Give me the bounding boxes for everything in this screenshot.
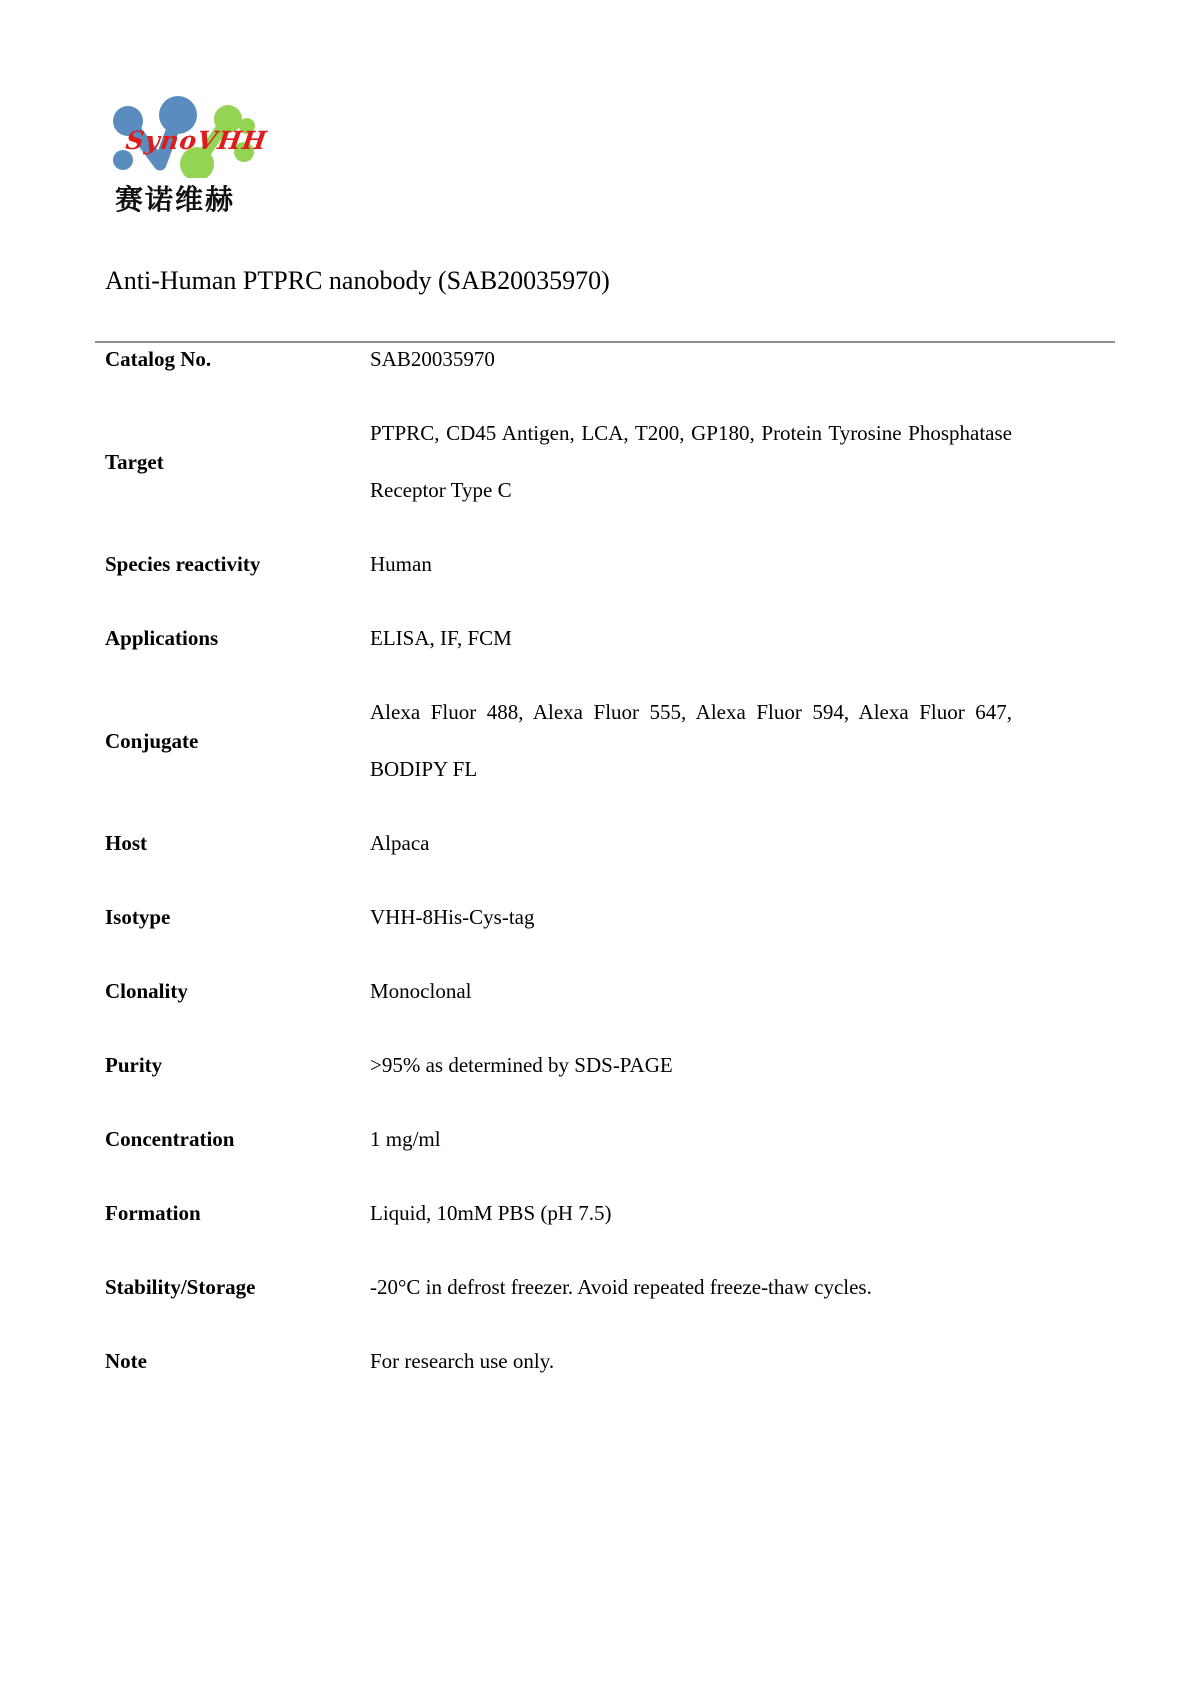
row-value: Liquid, 10mM PBS (pH 7.5) xyxy=(370,1201,612,1225)
row-label: Isotype xyxy=(105,905,171,929)
row-value: 1 mg/ml xyxy=(370,1127,441,1151)
table-row xyxy=(105,963,1012,1020)
page-title: Anti-Human PTPRC nanobody (SAB20035970) xyxy=(105,266,610,295)
table-row xyxy=(105,889,1012,946)
table-row xyxy=(105,815,1012,872)
row-label: Catalog No. xyxy=(105,347,212,371)
table-row xyxy=(105,684,1012,798)
row-label: Formation xyxy=(105,1201,201,1225)
row-value: Monoclonal xyxy=(370,979,472,1003)
row-value: SAB20035970 xyxy=(370,347,495,371)
row-label: Target xyxy=(105,449,164,474)
row-label: Note xyxy=(105,1349,147,1373)
row-value: Alpaca xyxy=(370,831,430,855)
row-value: VHH-8His-Cys-tag xyxy=(370,905,535,929)
row-value: PTPRC, CD45 Antigen, LCA, T200, GP180, Protein Tyrosine Phosphatase Receptor Type C xyxy=(370,421,1012,502)
company-logo xyxy=(98,88,270,178)
table-row xyxy=(105,1259,1012,1316)
logo-chinese-name: 赛诺维赫 xyxy=(115,184,236,215)
logo-brand-text: SynoVHH xyxy=(123,126,270,155)
table-row xyxy=(105,1111,1012,1168)
row-label: Clonality xyxy=(105,979,188,1003)
row-label: Conjugate xyxy=(105,728,199,753)
table-row xyxy=(105,610,1012,667)
table-row xyxy=(105,536,1012,593)
table-row xyxy=(105,1185,1012,1242)
spec-table xyxy=(105,331,1012,1407)
row-label: Purity xyxy=(105,1053,163,1077)
row-label: Stability/Storage xyxy=(105,1275,256,1299)
row-label: Applications xyxy=(105,626,219,650)
table-row xyxy=(105,405,1012,519)
row-label: Species reactivity xyxy=(105,552,261,576)
table-row xyxy=(105,1333,1012,1390)
row-value: Alexa Fluor 488, Alexa Fluor 555, Alexa Fluor 594, Alexa Fluor 647, BODIPY FL xyxy=(370,700,1012,781)
row-value: Human xyxy=(370,552,432,576)
table-row xyxy=(105,331,1012,388)
row-value: -20°C in defrost freezer. Avoid repeated freeze-thaw cycles. xyxy=(370,1275,872,1299)
row-label: Concentration xyxy=(105,1127,235,1151)
row-label: Host xyxy=(105,831,147,855)
table-row xyxy=(105,1037,1012,1094)
row-value: ELISA, IF, FCM xyxy=(370,626,512,650)
row-value: For research use only. xyxy=(370,1349,555,1373)
row-value: >95% as determined by SDS-PAGE xyxy=(370,1053,673,1077)
